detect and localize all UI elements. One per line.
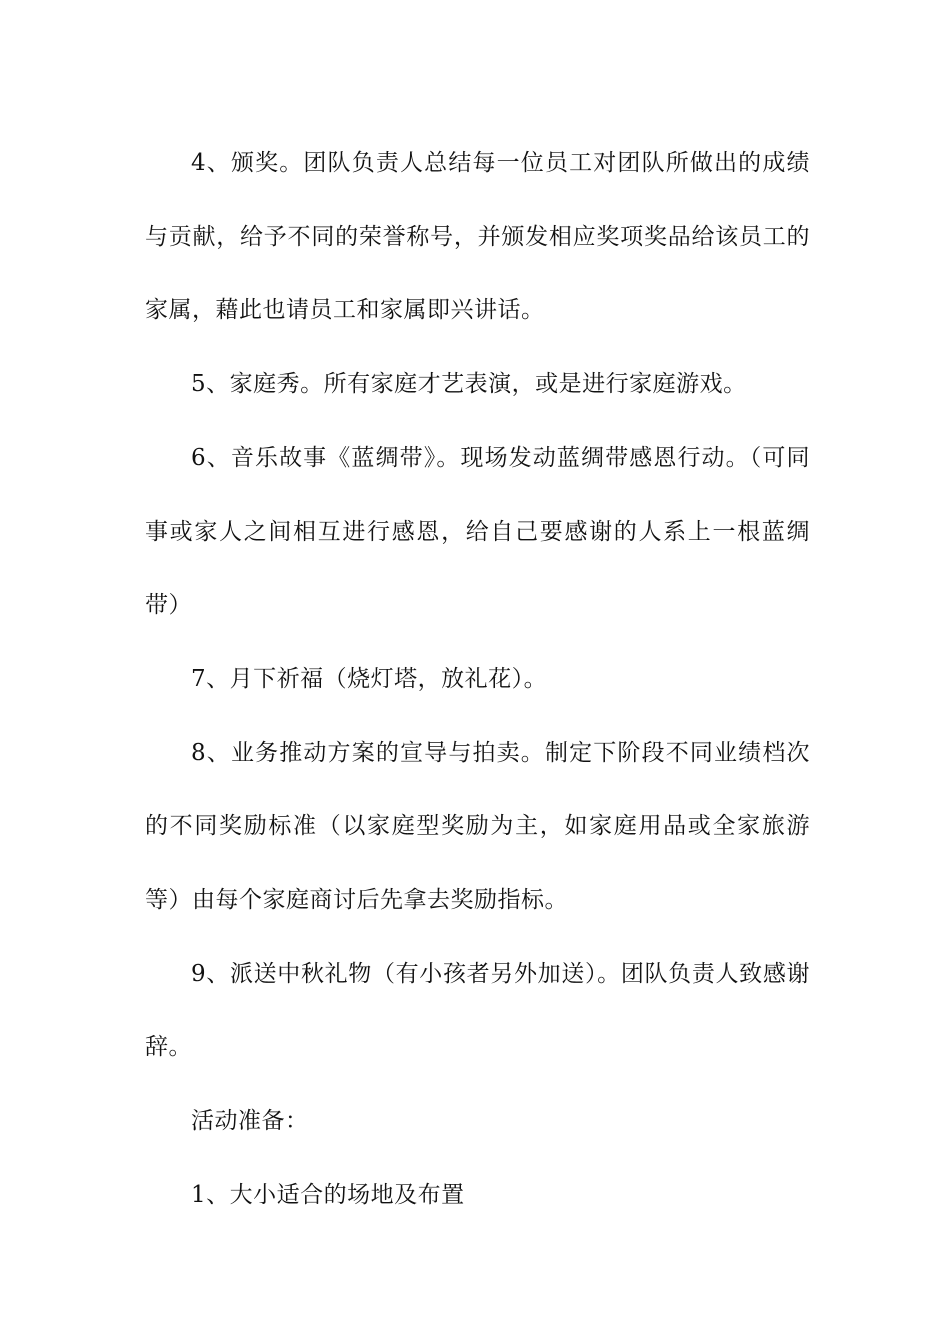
paragraph-blue-ribbon: 6、音乐故事《蓝绸带》。现场发动蓝绸带感恩行动。（可同事或家人之间相互进行感恩，给自己要感谢的人系上一根蓝绸带） bbox=[145, 444, 810, 619]
paragraph-venue: 1、大小适合的场地及布置 bbox=[191, 1181, 465, 1208]
paragraph-business-promotion: 8、业务推动方案的宣导与拍卖。制定下阶段不同业绩档次的不同奖励标准（以家庭型奖励为主，如家庭用品或全家旅游等）由每个家庭商讨后先拿去奖励指标。 bbox=[145, 739, 810, 914]
paragraph-family-show: 5、家庭秀。所有家庭才艺表演，或是进行家庭游戏。 bbox=[191, 371, 747, 398]
paragraph-award: 4、颁奖。团队负责人总结每一位员工对团队所做出的成绩与贡献，给予不同的荣誉称号，并颁发相应奖项奖品给该员工的家属，藉此也请员工和家属即兴讲话。 bbox=[145, 150, 810, 324]
document-body bbox=[145, 127, 810, 1233]
section-heading-preparation: 活动准备： bbox=[191, 1108, 309, 1135]
paragraph-mid-autumn-gifts: 9、派送中秋礼物（有小孩者另外加送）。团队负责人致感谢辞。 bbox=[145, 960, 810, 1061]
paragraph-moon-blessing: 7、月下祈福（烧灯塔，放礼花）。 bbox=[191, 665, 548, 692]
